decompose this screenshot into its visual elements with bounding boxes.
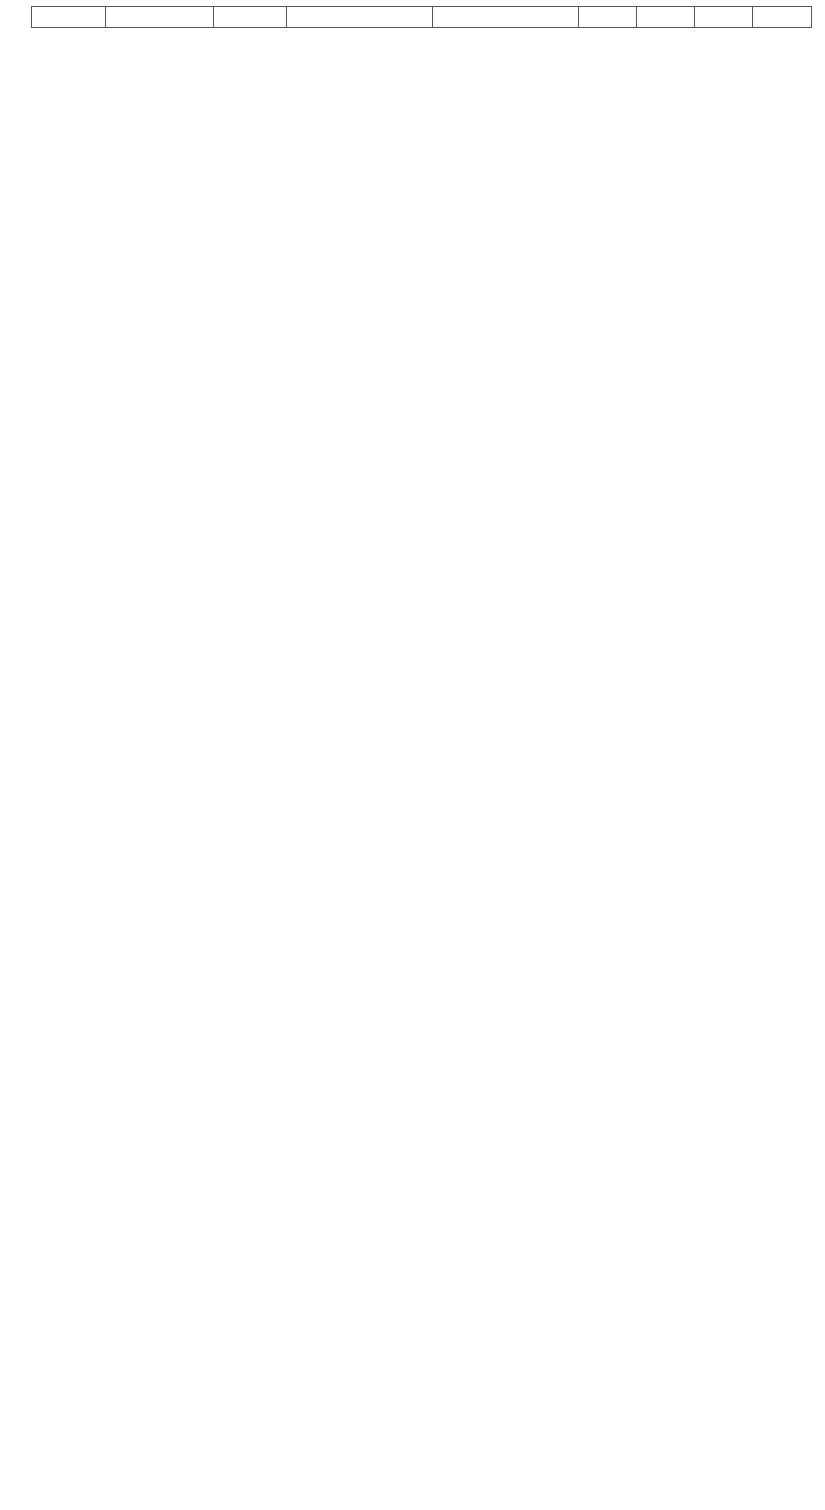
header-total[interactable] [753,6,812,28]
header-first-name[interactable] [31,6,106,28]
header-judge-1[interactable] [579,6,637,28]
header-last-name[interactable] [106,6,214,28]
header-judge-2[interactable] [637,6,695,28]
header-nationality[interactable] [214,6,287,28]
header-notes[interactable] [433,6,579,28]
header-row [0,6,812,28]
header-judge-3[interactable] [695,6,753,28]
header-sponsors[interactable] [287,6,433,28]
